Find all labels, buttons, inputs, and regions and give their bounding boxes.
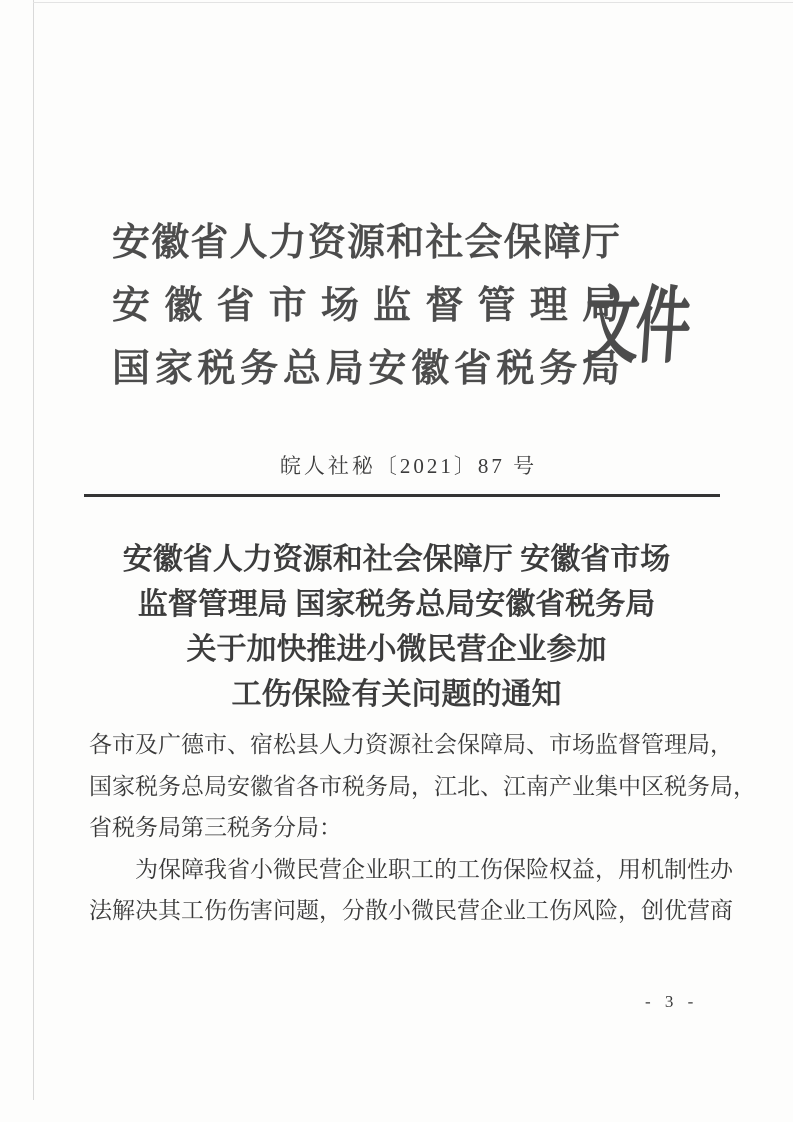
agency-name-market-regulation: 安徽省市场监督管理局 (112, 285, 620, 327)
title-line-4: 工伤保险有关问题的通知 (231, 678, 562, 711)
scan-edge-horizontal-line (33, 2, 793, 3)
recipient-line-1: 各市及广德市、宿松县人力资源社会保障局、市场监督管理局， (89, 732, 733, 757)
letterhead-agency-lines (112, 212, 620, 401)
letterhead (112, 212, 712, 401)
paragraph-line-1: 为保障我省小微民营企业职工的工伤保险权益，用机制性办 (135, 856, 733, 882)
separator-rule (84, 494, 720, 497)
paragraph-line-2: 法解决其工伤伤害问题，分散小微民营企业工伤风险，创优营商 (89, 898, 733, 923)
agency-name-tax-bureau: 国家税务总局安徽省税务局 (112, 348, 620, 390)
document-reference-number: 皖人社秘〔2021〕87 号 (279, 454, 538, 478)
page-number: - 3 - (645, 992, 699, 1011)
agency-name-hrss: 安徽省人力资源和社会保障厅 (112, 222, 620, 264)
recipient-line-2: 国家税务总局安徽省各市税务局，江北、江南产业集中区税务局， (89, 773, 756, 799)
document-title (0, 537, 793, 717)
body-paragraph (89, 849, 733, 932)
title-line-2: 监督管理局 国家税务总局安徽省税务局 (137, 588, 656, 621)
title-line-3: 关于加快推进小微民营企业参加 (186, 633, 607, 666)
title-line-1: 安徽省人力资源和社会保障厅 安徽省市场 (122, 543, 671, 576)
document-marker-wenjian: 文件 (581, 279, 691, 374)
recipient-line-3: 省税务局第三税务分局： (89, 815, 342, 840)
recipient-list (89, 724, 756, 849)
document-body (89, 724, 756, 932)
